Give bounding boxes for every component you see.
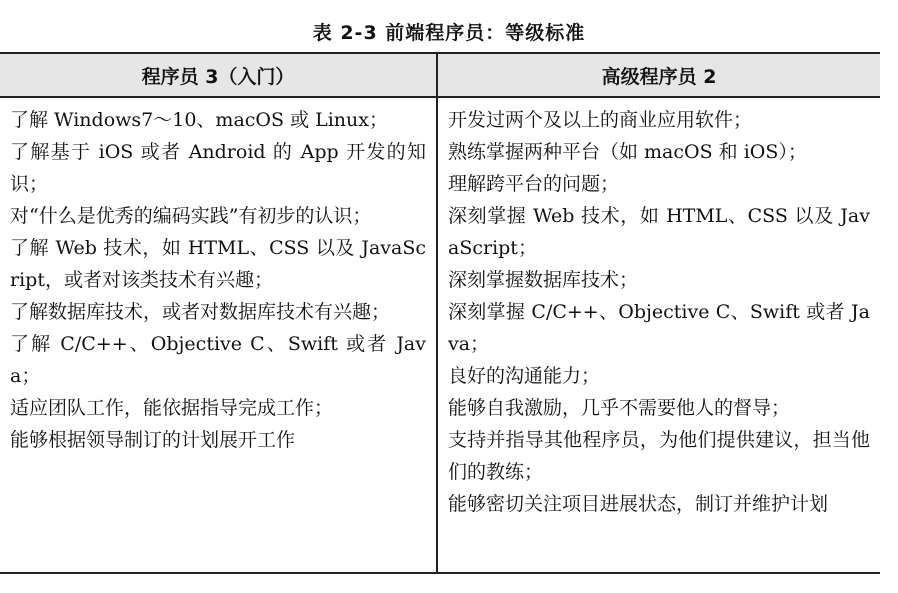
list-item: 能够密切关注项目进展状态，制订并维护计划 (448, 493, 829, 515)
list-item: 能够根据领导制订的计划展开工作 (10, 429, 296, 451)
list-item: 了解基于 iOS 或者 Android 的 App 开发的知识； (10, 141, 426, 195)
list-item: 适应团队工作，能依据指导完成工作； (10, 397, 334, 419)
list-item: 了解 C/C++、Objective C、Swift 或者 Java； (10, 333, 426, 387)
list-item: 了解 Windows7～10、macOS 或 Linux； (10, 109, 388, 131)
senior-requirements-cell (437, 97, 880, 573)
list-item: 熟练掌握两种平台（如 macOS 和 iOS）； (448, 141, 807, 163)
table-caption: 表 2-3 前端程序员：等级标准 (312, 22, 586, 44)
table-container (0, 52, 880, 574)
list-item: 理解跨平台的问题； (448, 173, 620, 195)
list-item: 了解数据库技术，或者对数据库技术有兴趣； (10, 301, 391, 323)
list-item: 支持并指导其他程序员，为他们提供建议，担当他们的教练； (448, 429, 870, 483)
list-item: 良好的沟通能力； (448, 365, 601, 387)
list-item: 深刻掌握 Web 技术，如 HTML、CSS 以及 JavaScript； (448, 205, 870, 259)
list-item: 深刻掌握数据库技术； (448, 269, 639, 291)
level-standards-table (0, 52, 880, 574)
junior-requirements-cell (0, 97, 437, 573)
header-cell-senior: 高级程序员 2 (437, 53, 880, 97)
header-row (0, 53, 880, 97)
table-body (0, 97, 880, 573)
header-cell-junior: 程序员 3（入门） (0, 53, 437, 97)
table-row (0, 97, 880, 573)
list-item: 开发过两个及以上的商业应用软件； (448, 109, 753, 131)
list-item: 深刻掌握 C/C++、Objective C、Swift 或者 Java； (448, 301, 870, 355)
list-item: 对“什么是优秀的编码实践”有初步的认识； (10, 205, 372, 227)
list-item: 了解 Web 技术，如 HTML、CSS 以及 JavaScript，或者对该类技术有兴趣； (10, 237, 426, 291)
list-item: 能够自我激励，几乎不需要他人的督导； (448, 397, 791, 419)
table-header (0, 53, 880, 97)
